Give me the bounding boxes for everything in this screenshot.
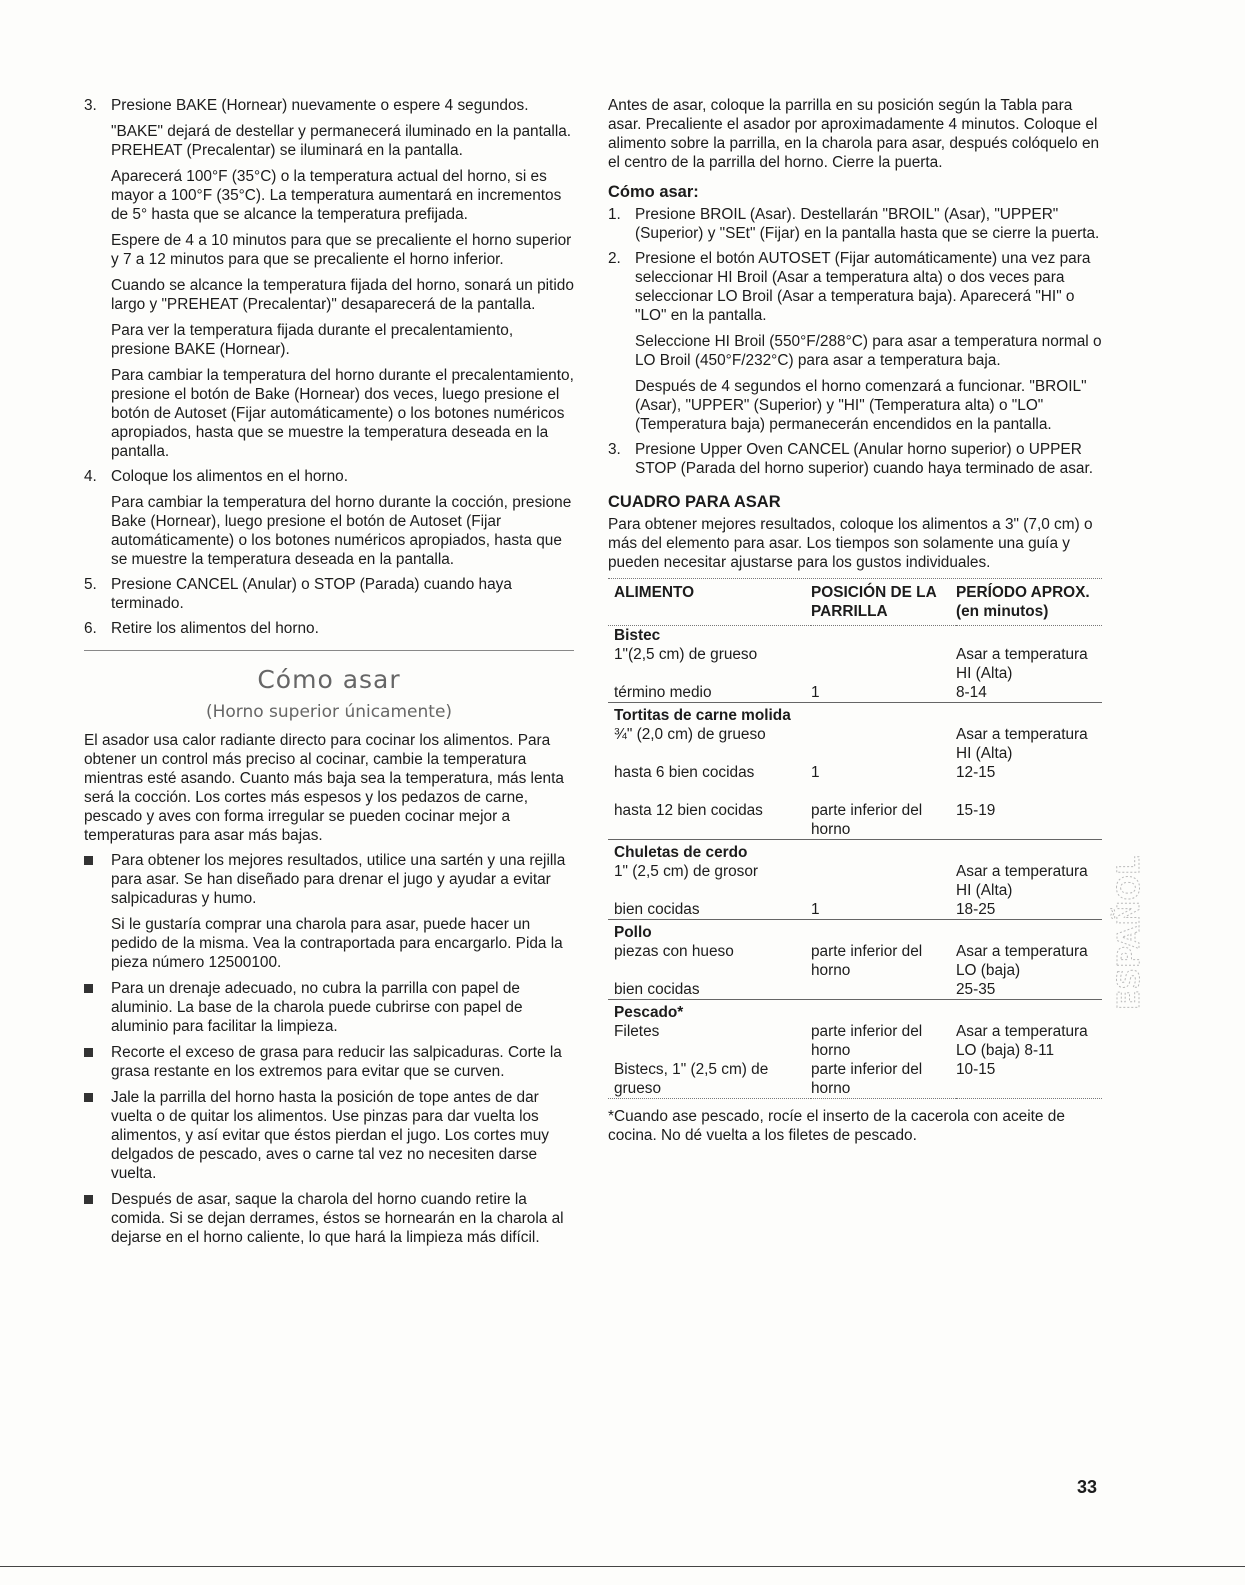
table-cell: 1 [811, 684, 820, 701]
step-text: Presione el botón AUTOSET (Fijar automáticamente) una vez para seleccionar HI Broil (Asar a temperatura alta) o dos veces para seleccionar LO Broil (Asar a temperatura baja). Aparecerá "HI" o "LO" en la pantalla. [635, 250, 1091, 324]
table-row [608, 1022, 1102, 1060]
step-number: 3. [608, 441, 621, 458]
step-text: Para cambiar la temperatura del horno durante el precalentamiento, presione el botón de Bake (Hornear) dos veces, luego presione el botón de Autoset (Fijar automáticamente) o los botones numéricos apropiados, hasta que se muestre la temperatura deseada en la pantalla. [111, 367, 574, 460]
table-row [608, 920, 1102, 943]
table-row [608, 840, 1102, 863]
tip-item [84, 979, 574, 1036]
step-text: Presione BAKE (Hornear) nuevamente o espere 4 segundos. [111, 97, 529, 114]
table-footnote: *Cuando ase pescado, rocíe el inserto de la cacerola con aceite de cocina. No dé vuelta a los filetes de pescado. [608, 1108, 1065, 1144]
table-cell: parte inferior del horno [811, 1023, 923, 1059]
step-text: Para cambiar la temperatura del horno durante la cocción, presione Bake (Hornear), luego presione el botón de Autoset (Fijar automáticamente) o los botones numéricos apropiados, hasta que se muestre la temperatura deseada en la pantalla. [111, 494, 572, 568]
table-cell: Asar a temperatura LO (baja) 8-11 [956, 1023, 1088, 1059]
table-cell: hasta 12 bien cocidas [614, 802, 763, 819]
step-number: 5. [84, 576, 97, 593]
broil-intro: El asador usa calor radiante directo para cocinar los alimentos. Para obtener un control más preciso al cocinar, cambie la temperatura mientras esté asando. Cuanto más baja sea la temperatura, más lenta será la cocción. Los cortes más espesos y los pedazos de carne, pescado y aves con forma irregular se pueden cocinar mejor a temperaturas para asar más bajas. [84, 732, 564, 844]
step-number: 6. [84, 620, 97, 637]
side-tab-graphic [1112, 818, 1157, 1048]
step-text: Presione BROIL (Asar). Destellarán "BROIL" (Asar), "UPPER" (Superior) y "SEt" (Fijar) en la pantalla hasta que se cierre la puerta. [635, 206, 1100, 242]
step-number: 2. [608, 250, 621, 267]
page-bottom-rule [0, 1566, 1245, 1567]
table-row [608, 725, 1102, 763]
step-4 [84, 467, 574, 569]
step-text: Después de 4 segundos el horno comenzará a funcionar. "BROIL" (Asar), "UPPER" (Superior) y "HI" (Temperatura alta) o "LO" (Temperatura baja) permanecerán encendidos en la pantalla. [635, 378, 1087, 433]
tip-item [84, 851, 574, 972]
bullet-icon [84, 984, 93, 993]
broil-step-3 [608, 440, 1102, 478]
broil-step-1 [608, 205, 1102, 243]
table-cell: 1 [811, 901, 820, 918]
header-alimento: ALIMENTO [614, 584, 695, 601]
tip-text: Para obtener los mejores resultados, utilice una sartén y una rejilla para asar. Se han diseñado para drenar el jugo y ayudar a evitar salpicaduras y humo. [111, 852, 566, 907]
step-text: "BAKE" dejará de destellar y permanecerá iluminado en la pantalla. PREHEAT (Precalentar) se iluminará en la pantalla. [111, 123, 572, 159]
section-subtitle: (Horno superior únicamente) [205, 702, 453, 722]
table-cell [811, 645, 956, 683]
step-text: Para ver la temperatura fijada durante el precalentamiento, presione BAKE (Hornear). [111, 322, 514, 358]
step-text: Retire los alimentos del horno. [111, 620, 319, 637]
broil-step-2 [608, 249, 1102, 434]
right-intro: Antes de asar, coloque la parrilla en su posición según la Tabla para asar. Precaliente el asador por aproximadamente 4 minutos. Coloque el alimento sobre la parrilla, en la charola para asar, después colóquelo en el centro de la parrilla del horno. Cierre la puerta. [608, 97, 1100, 171]
tip-text: Para un drenaje adecuado, no cubra la parrilla con papel de aluminio. La base de la charola puede cubrirse con papel de aluminio para facilitar la limpieza. [111, 980, 523, 1035]
table-cell: Bistecs, 1" (2,5 cm) de grueso [614, 1061, 769, 1097]
bullet-icon [84, 1195, 93, 1204]
table-row [608, 626, 1102, 645]
bullet-icon [84, 856, 93, 865]
tip-item [84, 1043, 574, 1081]
food-name: Bistec [614, 627, 661, 644]
step-number: 3. [84, 97, 97, 114]
table-cell: término medio [614, 684, 712, 701]
table-cell: piezas con hueso [614, 943, 734, 960]
table-row [608, 782, 1102, 840]
broil-tips [84, 851, 574, 1247]
table-cell: 25-35 [956, 981, 996, 998]
table-cell: parte inferior del horno [811, 1061, 923, 1097]
step-text: Cuando se alcance la temperatura fijada del horno, sonará un pitido largo y "PREHEAT (Precalentar)" desaparecerá de la pantalla. [111, 277, 574, 313]
food-name: Tortitas de carne molida [608, 703, 811, 726]
tip-item [84, 1088, 574, 1183]
bullet-icon [84, 1093, 93, 1102]
header-periodo: PERÍODO APROX. (en minutos) [956, 584, 1090, 620]
table-cell: 1 [811, 764, 820, 781]
section-divider [84, 650, 574, 651]
step-text: Espere de 4 a 10 minutos para que se precaliente el horno superior y 7 a 12 minutos para que se precaliente el horno inferior. [111, 232, 572, 268]
table-cell: 1"(2,5 cm) de grueso [614, 646, 758, 663]
table-cell: Asar a temperatura LO (baja) [956, 943, 1088, 979]
food-name: Chuletas de cerdo [608, 840, 811, 863]
bake-steps [84, 96, 574, 638]
step-text: Presione CANCEL (Anular) o STOP (Parada) cuando haya terminado. [111, 576, 512, 612]
food-name: Pollo [608, 920, 811, 943]
table-cell: parte inferior del horno [811, 943, 923, 979]
table-row [608, 942, 1102, 980]
side-tab-label: ESPAÑOL [1112, 855, 1147, 1011]
table-cell: 12-15 [956, 764, 996, 781]
tip-item [84, 1190, 574, 1247]
tip-text: Después de asar, saque la charola del horno cuando retire la comida. Si se dejan derrames, éstos se hornearán en la charola al dejarse en el horno caliente, lo que hará la limpieza más difícil. [111, 1191, 564, 1246]
step-6 [84, 619, 574, 638]
table-cell: 10-15 [956, 1061, 996, 1078]
table-cell [811, 725, 956, 763]
broil-steps [608, 205, 1102, 478]
table-cell: 18-25 [956, 901, 996, 918]
table-cell [811, 980, 956, 1000]
table-header-row [608, 579, 1102, 626]
header-posicion: POSICIÓN DE LA PARRILLA [811, 584, 937, 620]
table-row [608, 862, 1102, 900]
left-column [84, 96, 574, 1254]
cuadro-heading: CUADRO PARA ASAR [608, 493, 781, 511]
table-row [608, 645, 1102, 683]
table-row [608, 683, 1102, 703]
tip-text: Recorte el exceso de grasa para reducir las salpicaduras. Corte la grasa restante en los extremos para evitar que se curven. [111, 1044, 562, 1080]
table-cell: 8-14 [956, 684, 987, 701]
table-cell: Asar a temperatura HI (Alta) [956, 646, 1088, 682]
step-text: Coloque los alimentos en el horno. [111, 468, 348, 485]
table-cell: hasta 6 bien cocidas [614, 764, 755, 781]
language-side-tab [1112, 818, 1157, 1048]
page-number: 33 [1076, 1477, 1097, 1497]
cuadro-intro: Para obtener mejores resultados, coloque los alimentos a 3" (7,0 cm) o más del elemento para asar. Los tiempos son solamente una guía y pueden necesitar ajustarse para los gustos individuales. [608, 516, 1093, 571]
food-name: Pescado* [608, 1000, 811, 1023]
como-asar-heading: Cómo asar: [608, 183, 699, 201]
step-text: Presione Upper Oven CANCEL (Anular horno superior) o UPPER STOP (Parada del horno superior) cuando haya terminado de asar. [635, 441, 1094, 477]
step-number: 1. [608, 206, 621, 223]
table-row [608, 980, 1102, 1000]
table-cell: ¾" (2,0 cm) de grueso [614, 726, 766, 743]
table-cell [811, 862, 956, 900]
bullet-icon [84, 1048, 93, 1057]
right-column [608, 96, 1102, 1145]
tip-text: Si le gustaría comprar una charola para asar, puede hacer un pedido de la misma. Vea la contraportada para encargarlo. Pida la pieza número 12500100. [111, 916, 563, 971]
step-5 [84, 575, 574, 613]
table-cell: 15-19 [956, 802, 996, 819]
step-text: Aparecerá 100°F (35°C) o la temperatura actual del horno, si es mayor a 100°F (35°C). La temperatura aumentará en incrementos de 5° hasta que se alcance la temperatura prefijada. [111, 168, 562, 223]
section-title: Cómo asar [257, 665, 401, 694]
table-row [608, 900, 1102, 920]
table-cell: bien cocidas [614, 981, 700, 998]
table-cell: parte inferior del horno [811, 802, 923, 838]
table-row [608, 1000, 1102, 1023]
table-cell: Asar a temperatura HI (Alta) [956, 726, 1088, 762]
table-cell: Filetes [614, 1023, 660, 1040]
table-cell: 1" (2,5 cm) de grosor [614, 863, 759, 880]
table-row [608, 703, 1102, 726]
tip-text: Jale la parrilla del horno hasta la posición de tope antes de dar vuelta o de quitar los alimentos. Use pinzas para dar vuelta los alimentos, y así evitar que éstos pierdan el jugo. Los cortes muy delgados de pescado, aves o carne tal vez no necesiten darse vuelta. [111, 1089, 550, 1182]
table-row [608, 763, 1102, 782]
step-number: 4. [84, 468, 97, 485]
table-cell: Asar a temperatura HI (Alta) [956, 863, 1088, 899]
table-row [608, 1060, 1102, 1099]
step-text: Seleccione HI Broil (550°F/288°C) para asar a temperatura normal o LO Broil (450°F/232°C) para asar a temperatura baja. [635, 333, 1102, 369]
step-3 [84, 96, 574, 461]
table-cell: bien cocidas [614, 901, 700, 918]
broil-chart-table [608, 579, 1102, 1107]
